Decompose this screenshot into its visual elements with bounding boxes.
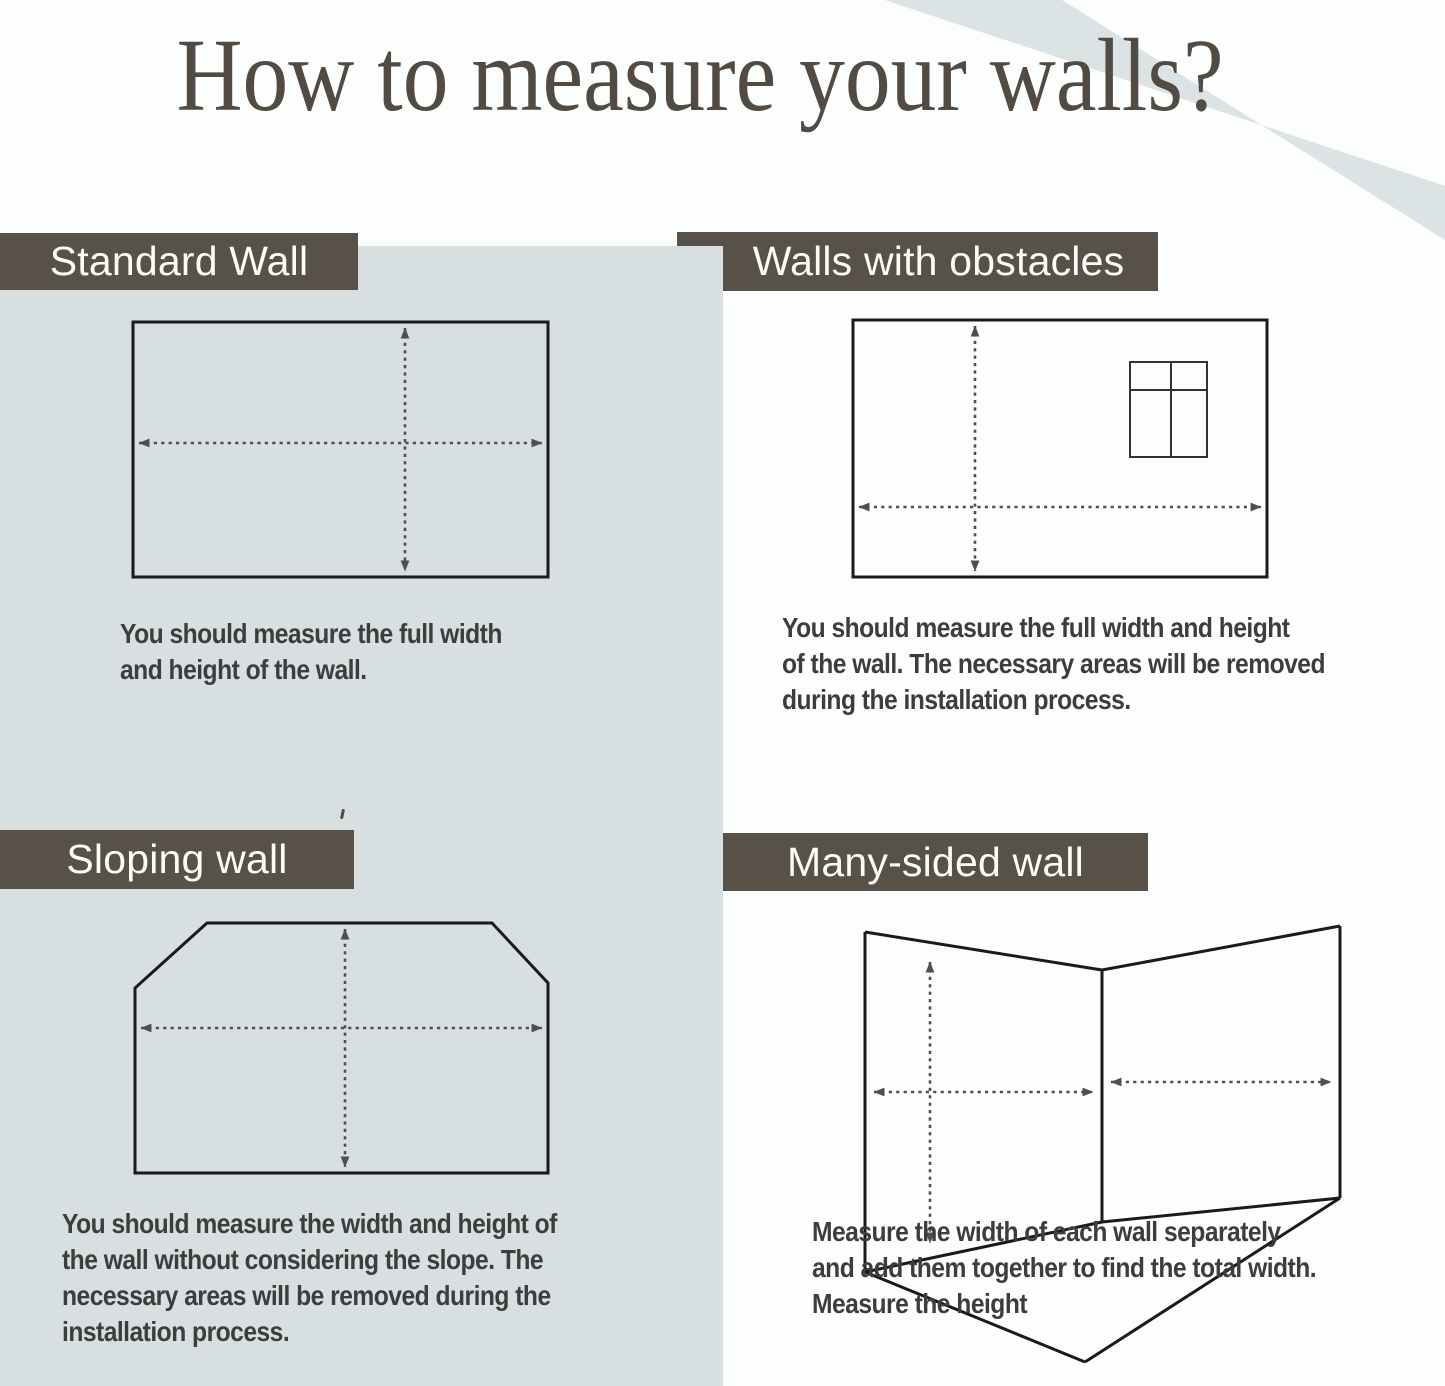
caption-line: the wall without considering the slope. The: [62, 1244, 544, 1275]
section-header-label: Walls with obstacles: [752, 238, 1125, 284]
standard-wall-diagram: [125, 312, 565, 592]
section-header-many-sided-wall: [723, 833, 1148, 891]
caption-line: and height of the wall.: [120, 654, 367, 685]
section-header-walls-with-obstacles: [677, 232, 1158, 291]
section-header-label: Many-sided wall: [787, 838, 1084, 885]
section-header-label: Sloping wall: [66, 836, 288, 882]
wall-outline: [853, 320, 1267, 577]
caption-line: Measure the height: [812, 1288, 1028, 1319]
caption-line: and add them together to find the total width.: [812, 1252, 1317, 1283]
caption-line: You should measure the width and height of: [62, 1208, 557, 1239]
standard-wall-caption: [120, 616, 502, 688]
caption-line: You should measure the full width: [120, 618, 502, 649]
section-header-label: Standard Wall: [49, 238, 309, 284]
section-header-sloping-wall: [0, 830, 354, 889]
caption-line: necessary areas will be removed during the: [62, 1280, 551, 1311]
many-sided-wall-caption: [812, 1214, 1316, 1322]
page-title: How to measure your walls?: [176, 18, 1224, 133]
caption-line: during the installation process.: [782, 684, 1131, 715]
wall-outline: [135, 923, 548, 1173]
caption-line: Measure the width of each wall separately: [812, 1216, 1281, 1247]
walls-with-obstacles-caption: [782, 610, 1325, 718]
wall-outline: [133, 322, 548, 577]
walls-with-obstacles-diagram: [845, 310, 1275, 585]
section-header-standard-wall: [0, 233, 358, 290]
caption-line: of the wall. The necessary areas will be removed: [782, 648, 1326, 679]
caption-line: installation process.: [62, 1316, 290, 1347]
sloping-wall-caption: [62, 1206, 557, 1350]
window-icon: [1130, 362, 1207, 457]
caption-line: You should measure the full width and height: [782, 612, 1290, 643]
sloping-wall-diagram: [128, 915, 558, 1183]
